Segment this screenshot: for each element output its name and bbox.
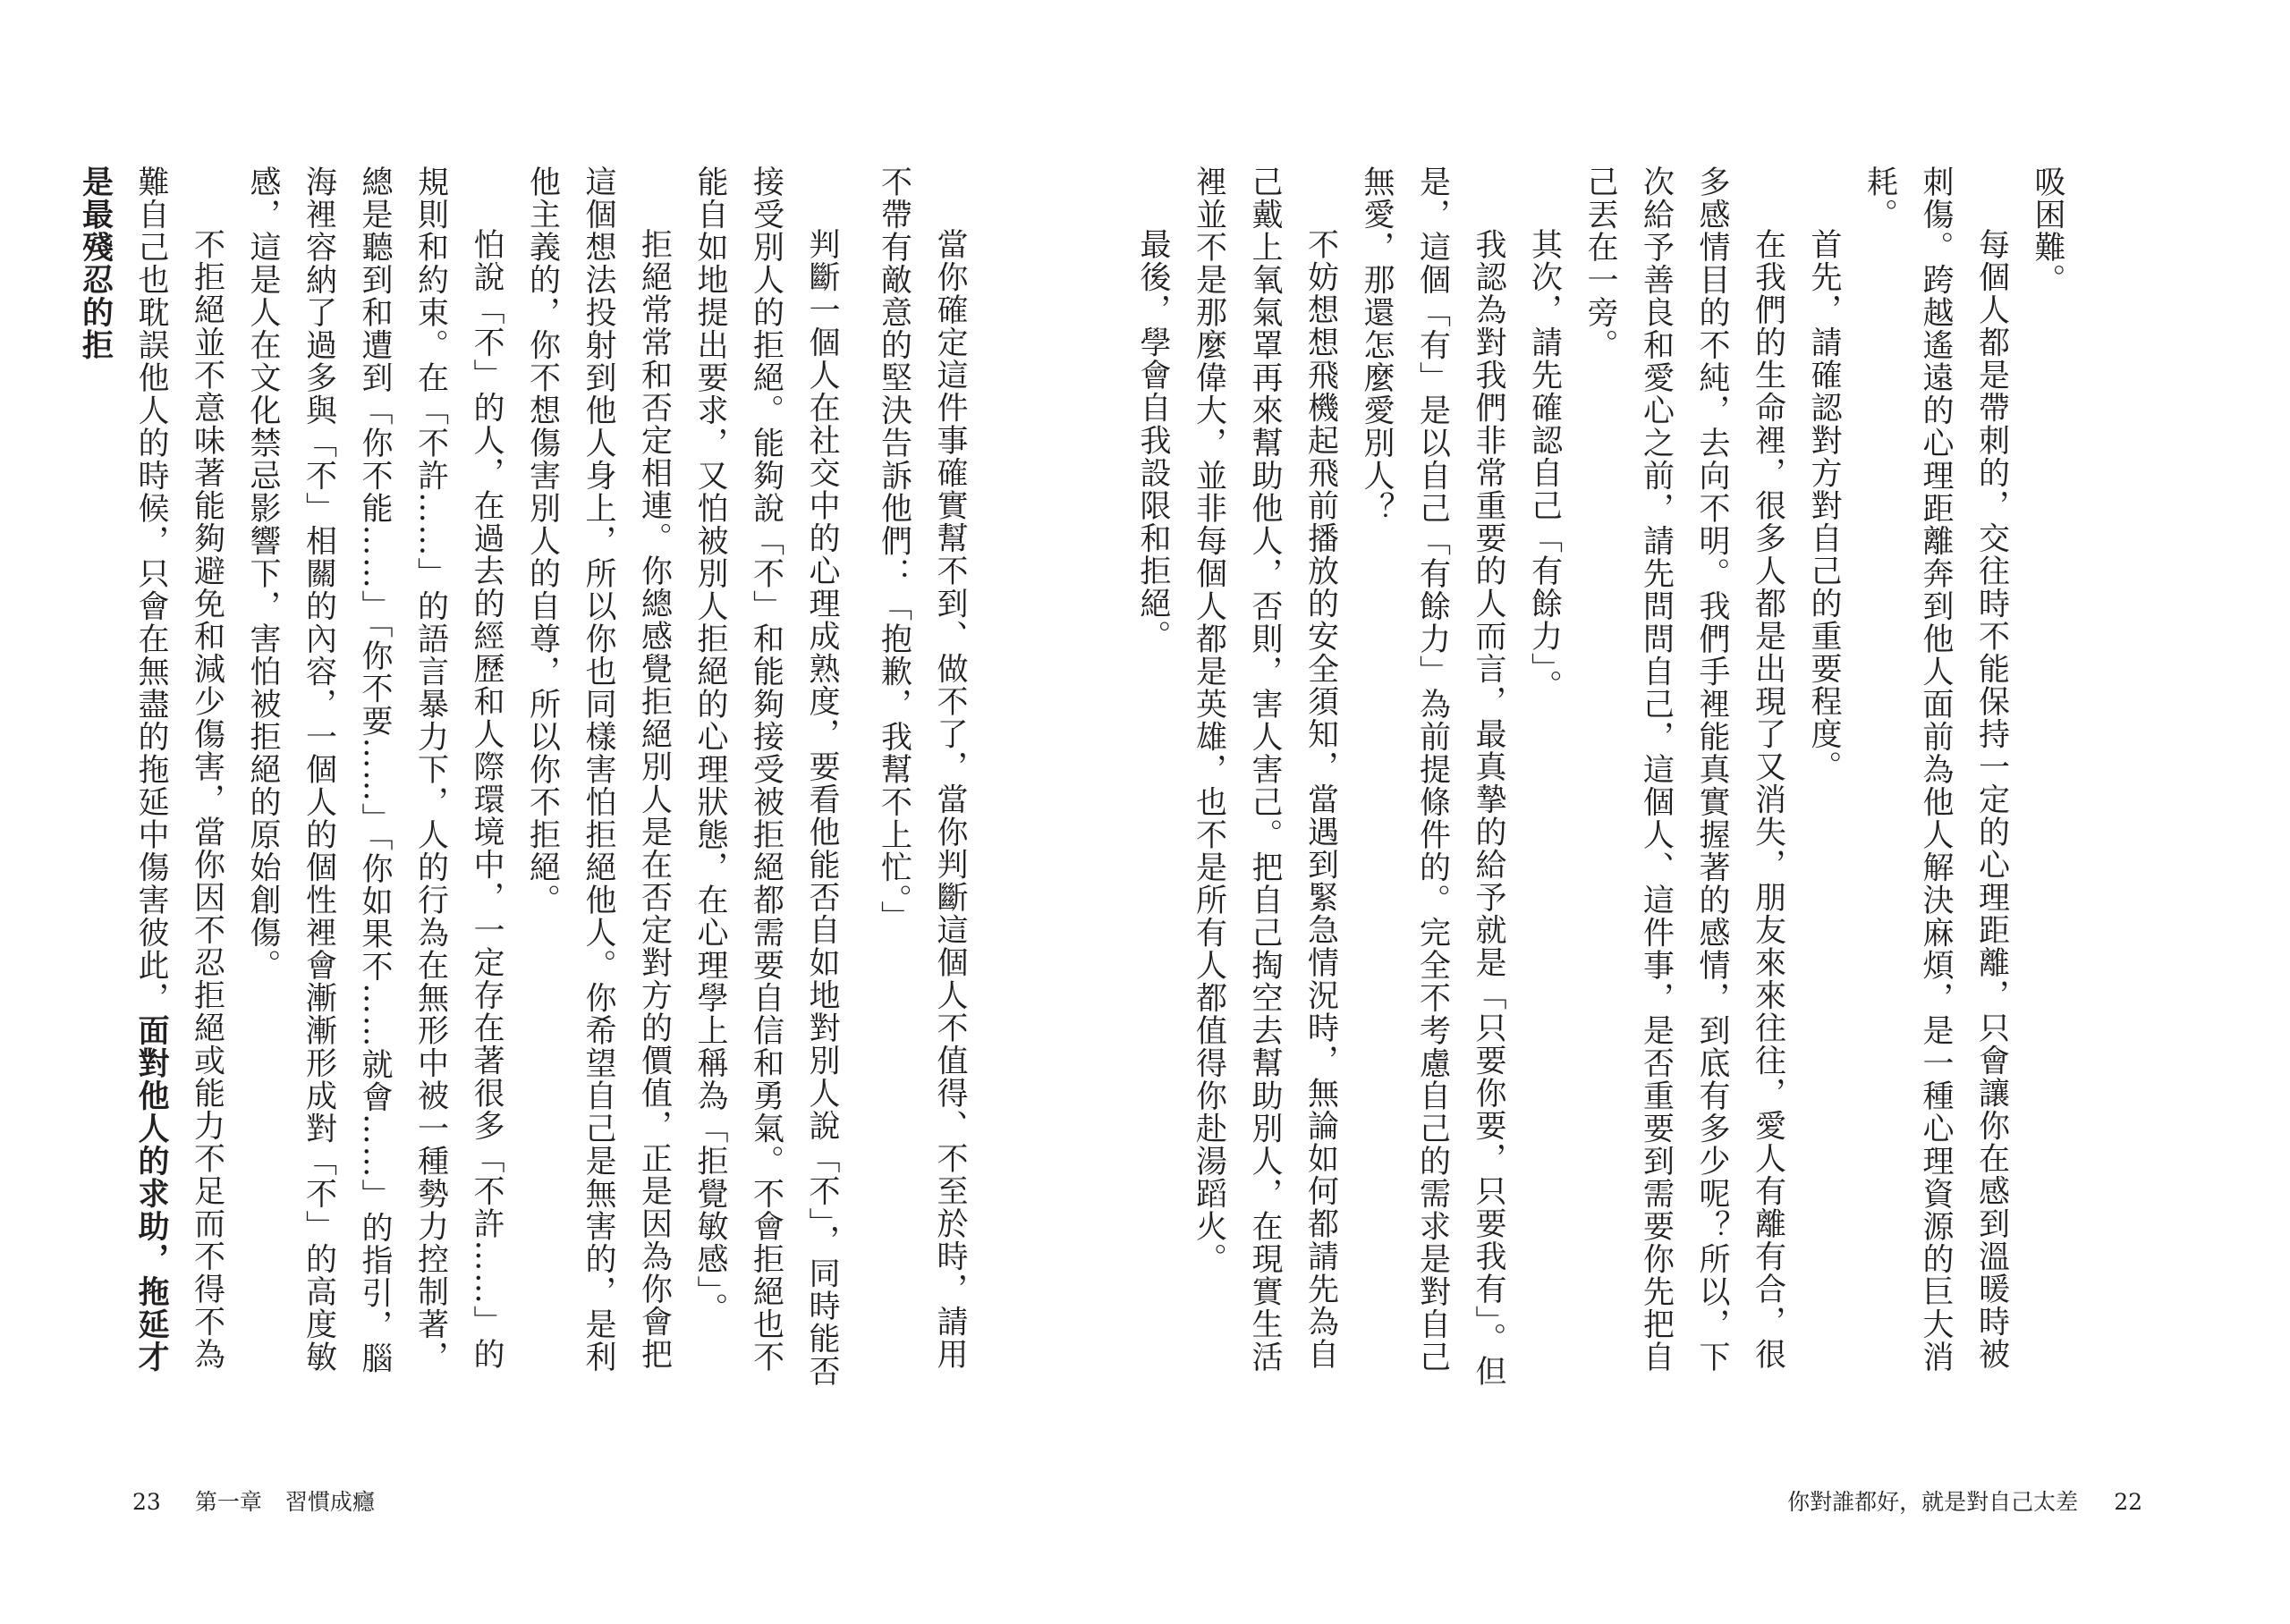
paragraph: 當你確定這件事確實幫不到、做不了，當你判斷這個人不值得、不至於時，請用不帶有敵意的堅決告訴他們：「抱歉，我幫不上忙。」 [876,165,968,1371]
left-page-footer [132,1484,375,1517]
chapter-label: 第一章 [194,1489,262,1515]
paragraph-with-emphasis [67,165,235,1400]
paragraph: 不妨想想飛機起飛前播放的安全須知，當遇到緊急情況時，無論如何都請先為自己戴上氧氣罩再來幫助他人，否則，害人害己。把自己掏空去幫助別人，在現實生活裡並不是那麼偉大，並非每個人都是英雄，也不是所有人都值得你赴湯蹈火。 [1191,165,1339,1374]
page-number: 23 [132,1489,161,1515]
paragraph-plain-text: 不拒絕並不意味著能夠避免和減少傷害，當你因不忍拒絕或能力不足而不得不為難自己也耽誤他人的時候，只會在無盡的拖延中傷害彼此， [133,165,225,1371]
paragraph: 怕說「不」的人，在過去的經歷和人際環境中，一定存在著很多「不許……」的規則和約束。在「不許……」的語言暴力下，人的行為在無形中被一種勢力控制著，總是聽到和遭到「你不能……」「你不要……」「你如果不……就會……」的指引，腦海裡容納了過多與「不」相關的內容，一個人的個性裡會漸漸形成對「不」的高度敏感，這是人在文化禁忌影響下，害怕被拒絕的原始創傷。 [245,165,505,1374]
paragraph: 拒絕常常和否定相連。你總感覺拒絕別人是在否定對方的價值，正是因為你會把這個想法投射到他人身上，所以你也同樣害怕拒絕他人。你希望自己是無害的，是利他主義的，你不想傷害別人的自尊，所以你不拒絕。 [524,165,673,1374]
right-page-footer [1787,1484,2142,1517]
paragraph: 其次，請先確認自己「有餘力」。 [1526,228,1563,702]
paragraph: 判斷一個人在社交中的心理成熟度，要看他能否自如地對別人說「不」，同時能否接受別人的拒絕。能夠說「不」和能夠接受被拒絕都需要自信和勇氣。不會拒絕也不能自如地提出要求，又怕被別人拒絕的心理狀態，在心理學上稱為「拒覺敏感」。 [692,165,840,1388]
paragraph: 最後，學會自我設限和拒絕。 [1135,228,1171,653]
section-title: 習慣成癮 [284,1489,375,1515]
right-page-text [1135,165,2075,1400]
emphasized-text: 面對他人的求助，拖延才是最殘忍的拒 [77,165,170,1374]
paragraph: 我認為對我們非常重要的人而言，最真摯的給予就是「只要你要，只要我有」。但是，這個「有」是以自己「有餘力」為前提條件的。完全不考慮自己的需求是對自己無愛，那還怎麼愛別人？ [1359,165,1506,1388]
book-title: 你對誰都好，就是對自己太差 [1787,1489,2079,1515]
paragraph: 在我們的生命裡，很多人都是出現了又消失，朋友來來往往，愛人有離有合，很多感情目的不純，去向不明。我們手裡能真實握著的感情，到底有多少呢？所以，下次給予善良和愛心之前，請先問問自己，這個人、這件事，是否重要到需要你先把自己丟在一旁。 [1582,165,1786,1374]
paragraph: 首先，請確認對方對自己的重要程度。 [1806,228,1842,783]
right-page [1135,0,2290,1624]
paragraph: 吸困難。 [2030,165,2065,296]
page-number: 22 [2114,1489,2142,1515]
paragraph: 每個人都是帶刺的，交往時不能保持一定的心理距離，只會讓你在感到溫暖時被刺傷。跨越遙遠的心理距離奔到他人面前為他人解決麻煩，是一種心理資源的巨大消耗。 [1862,165,2010,1374]
left-page-text [77,165,978,1400]
